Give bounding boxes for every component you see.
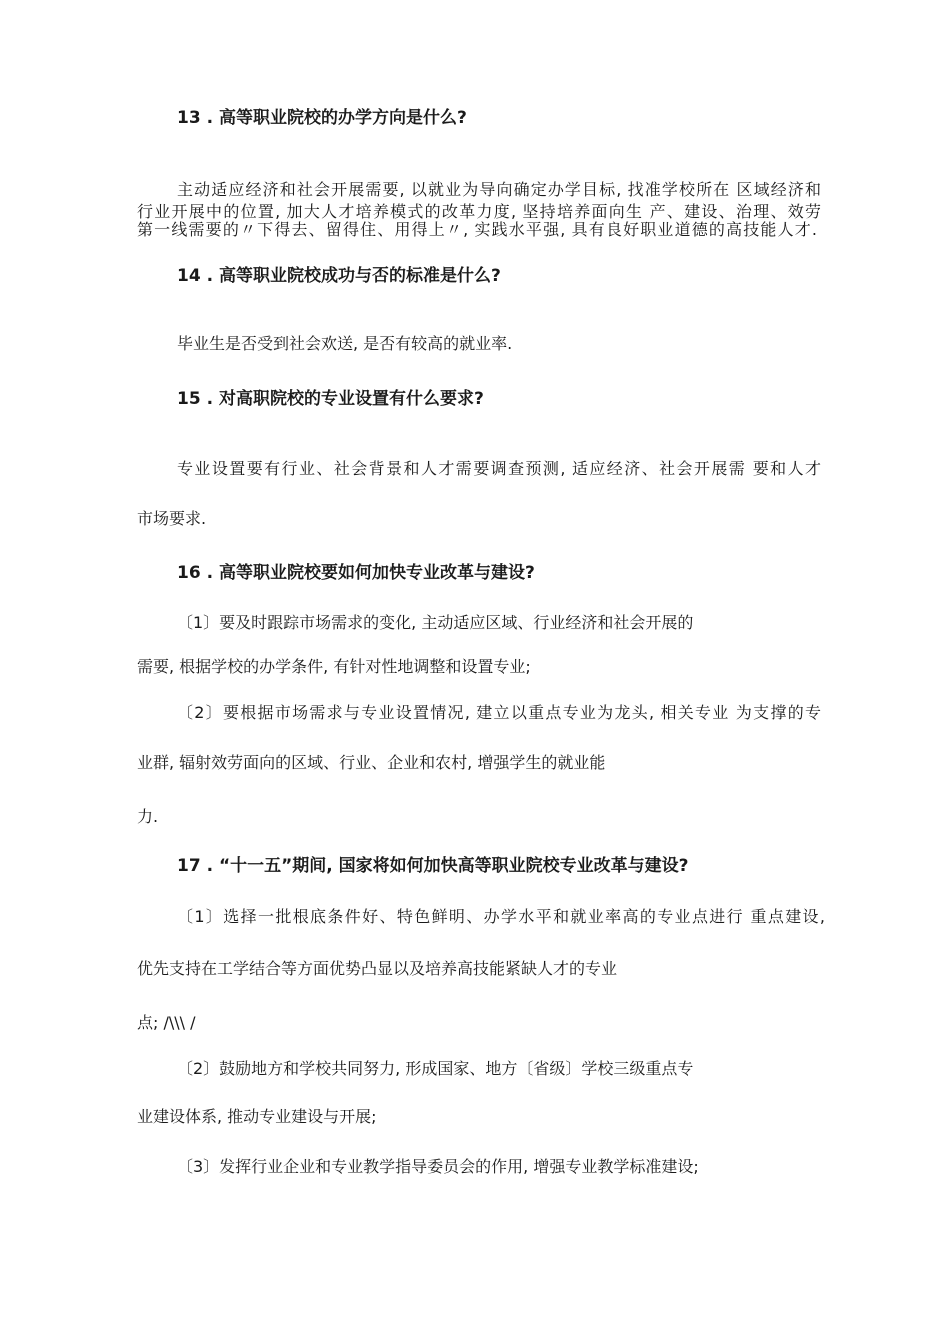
question-14-heading: 14 . 高等职业院校成功与否的标准是什么?: [177, 266, 501, 286]
answer-17-line-6: 〔3〕发挥行业企业和专业教学指导委员会的作用, 增强专业教学标准建设;: [177, 1157, 699, 1176]
answer-15-line-2: 市场要求.: [137, 509, 207, 528]
answer-15-line-1: 专业设置要有行业、社会背景和人才需要调查预测, 适应经济、社会开展需 要和人才: [177, 459, 821, 478]
answer-14-line-1: 毕业生是否受到社会欢送, 是否有较高的就业率.: [177, 334, 513, 353]
answer-13-line-2: 行业开展中的位置, 加大人才培养模式的改革力度, 坚持培养面向生 产、建设、治理、效劳: [137, 202, 821, 221]
answer-13-line-3: 第一线需要的〃下得去、留得住、用得上〃, 实践水平强, 具有良好职业道德的高技能人才.: [137, 220, 817, 239]
answer-13-line-1: 主动适应经济和社会开展需要, 以就业为导向确定办学目标, 找准学校所在 区域经济和: [177, 180, 821, 199]
answer-17-line-3: 点; /\\\ /: [137, 1013, 196, 1032]
answer-16-line-4: 业群, 辐射效劳面向的区域、行业、企业和农村, 增强学生的就业能: [137, 753, 606, 772]
question-13-heading: 13 . 高等职业院校的办学方向是什么?: [177, 108, 467, 128]
answer-16-line-1: 〔1〕要及时跟踪市场需求的变化, 主动适应区域、行业经济和社会开展的: [177, 613, 694, 632]
answer-17-line-2: 优先支持在工学结合等方面优势凸显以及培养高技能紧缺人才的专业: [137, 959, 618, 978]
question-16-heading: 16 . 高等职业院校要如何加快专业改革与建设?: [177, 563, 535, 583]
answer-17-line-5: 业建设体系, 推动专业建设与开展;: [137, 1107, 377, 1126]
answer-17-line-1: 〔1〕选择一批根底条件好、特色鲜明、办学水平和就业率高的专业点进行 重点建设,: [177, 907, 825, 926]
question-17-heading: 17 . “十一五”期间, 国家将如何加快高等职业院校专业改革与建设?: [177, 856, 689, 876]
answer-16-line-2: 需要, 根据学校的办学条件, 有针对性地调整和设置专业;: [137, 657, 531, 676]
answer-16-line-3: 〔2〕要根据市场需求与专业设置情况, 建立以重点专业为龙头, 相关专业 为支撑的专: [177, 703, 821, 722]
question-15-heading: 15 . 对高职院校的专业设置有什么要求?: [177, 389, 484, 409]
answer-16-line-5: 力.: [137, 807, 159, 826]
answer-17-line-4: 〔2〕鼓励地方和学校共同努力, 形成国家、地方〔省级〕学校三级重点专: [177, 1059, 694, 1078]
